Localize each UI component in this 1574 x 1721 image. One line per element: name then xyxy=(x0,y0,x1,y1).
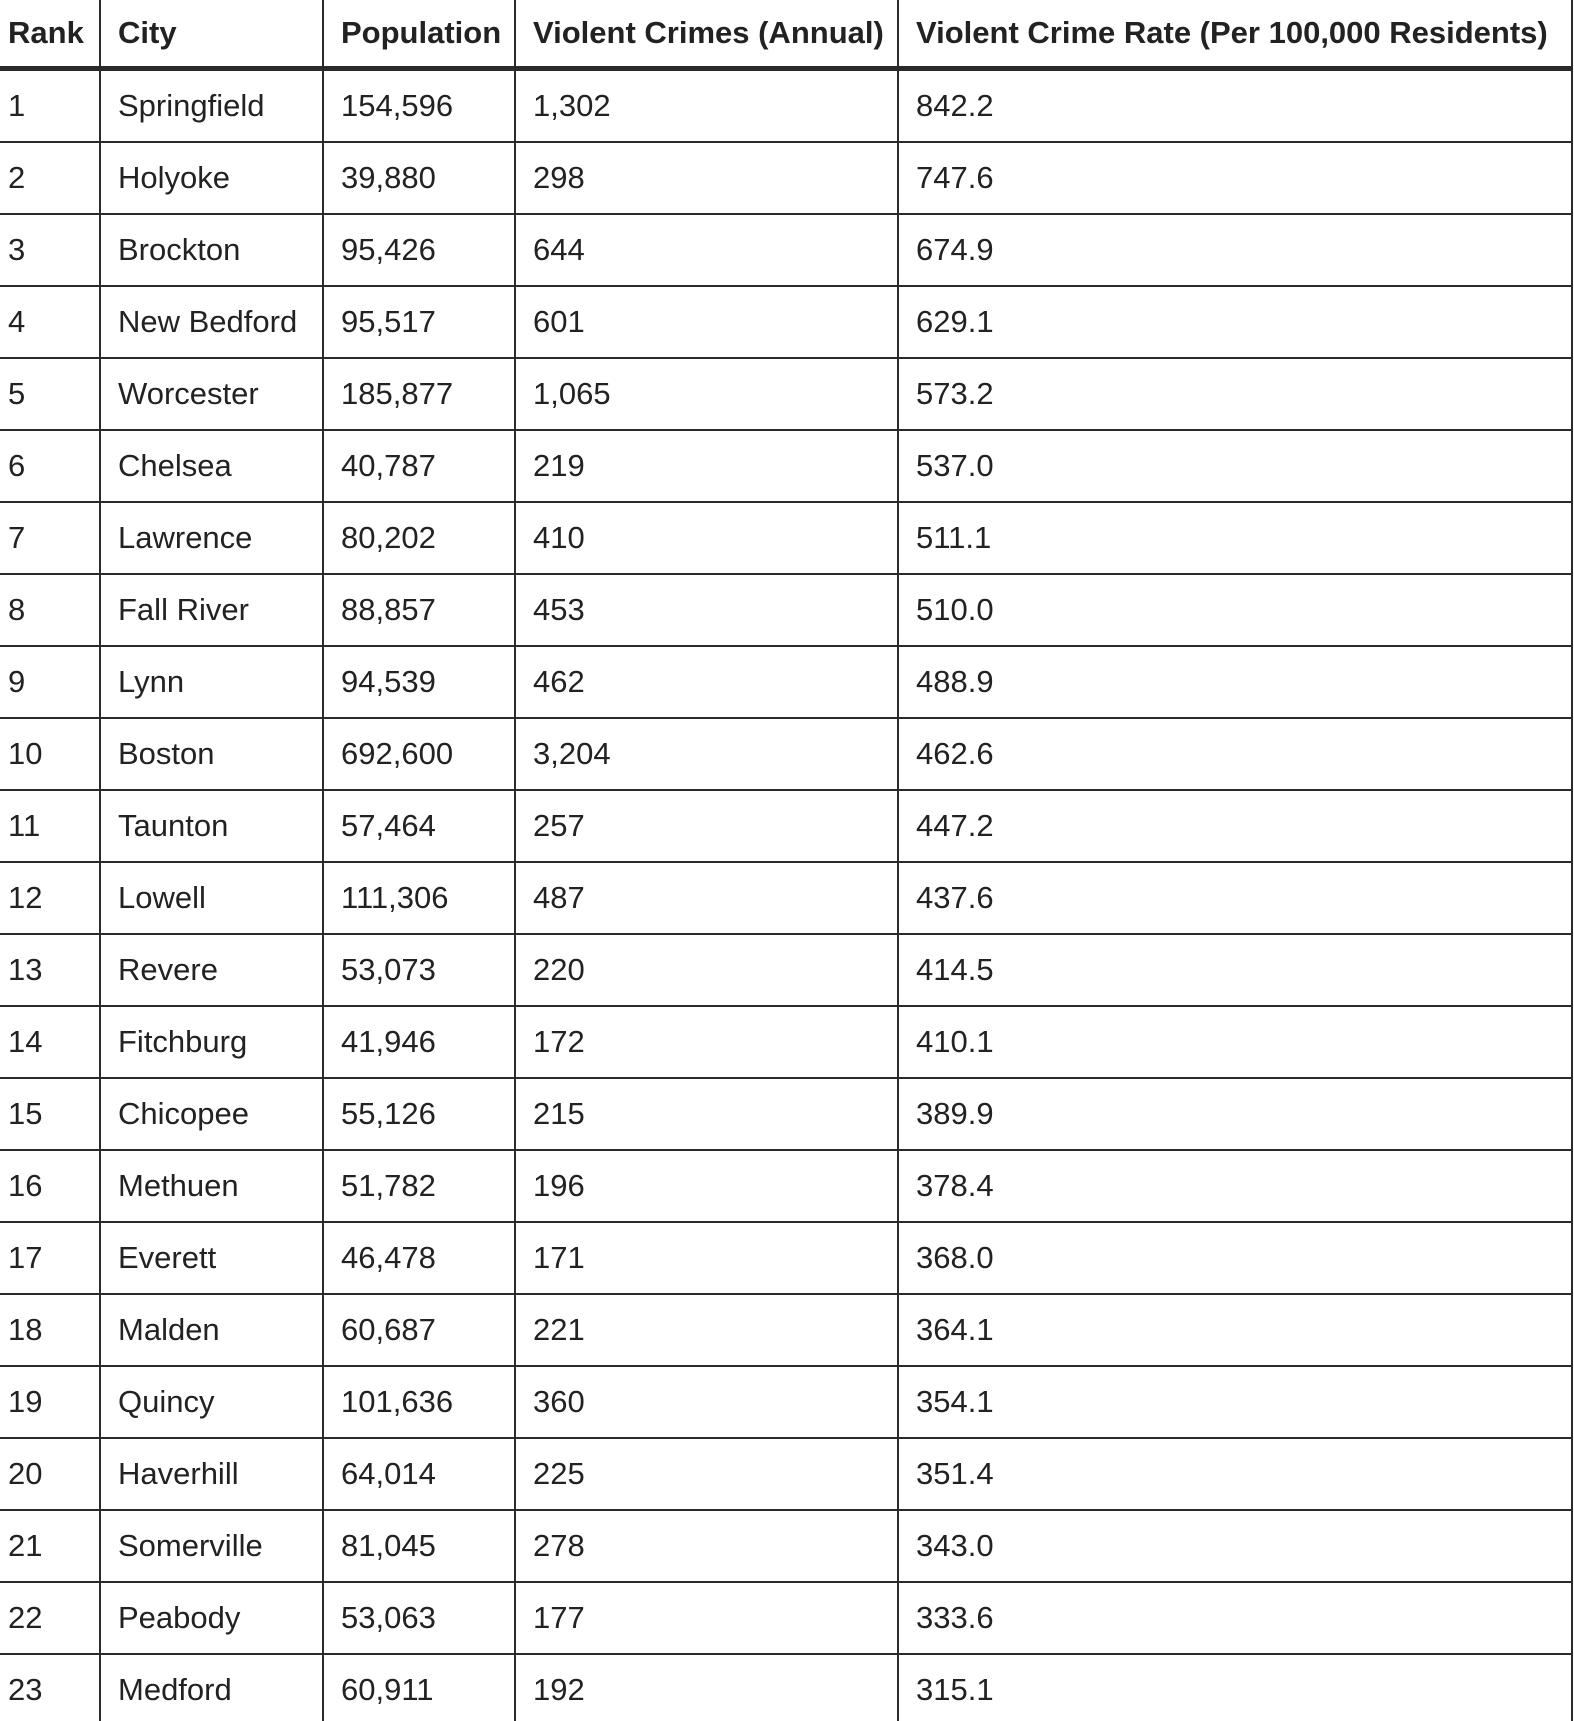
city-cell: Lowell xyxy=(100,862,323,934)
rank-cell: 13 xyxy=(0,934,100,1006)
table-row xyxy=(0,790,1572,862)
population-cell: 81,045 xyxy=(323,1510,515,1582)
table-row xyxy=(0,1366,1572,1438)
city-cell: Revere xyxy=(100,934,323,1006)
population-cell: 185,877 xyxy=(323,358,515,430)
population-cell: 39,880 xyxy=(323,142,515,214)
violent-crime-rate-cell: 333.6 xyxy=(898,1582,1572,1654)
table-row xyxy=(0,1222,1572,1294)
population-cell: 46,478 xyxy=(323,1222,515,1294)
rank-cell: 16 xyxy=(0,1150,100,1222)
city-cell: Somerville xyxy=(100,1510,323,1582)
violent-crime-rate-cell: 842.2 xyxy=(898,69,1572,143)
violent-crime-rate-cell: 462.6 xyxy=(898,718,1572,790)
table-row xyxy=(0,1654,1572,1721)
table-header xyxy=(0,0,1572,69)
violent-crime-rate-cell: 511.1 xyxy=(898,502,1572,574)
header-rank: Rank xyxy=(0,0,100,69)
rank-cell: 9 xyxy=(0,646,100,718)
rank-cell: 11 xyxy=(0,790,100,862)
city-cell: Lynn xyxy=(100,646,323,718)
violent-crimes-cell: 298 xyxy=(515,142,898,214)
violent-crimes-cell: 487 xyxy=(515,862,898,934)
table-row xyxy=(0,69,1572,143)
population-cell: 95,517 xyxy=(323,286,515,358)
population-cell: 55,126 xyxy=(323,1078,515,1150)
table-row xyxy=(0,1294,1572,1366)
violent-crime-rate-cell: 354.1 xyxy=(898,1366,1572,1438)
city-cell: Malden xyxy=(100,1294,323,1366)
rank-cell: 5 xyxy=(0,358,100,430)
violent-crime-rate-cell: 351.4 xyxy=(898,1438,1572,1510)
violent-crimes-cell: 172 xyxy=(515,1006,898,1078)
violent-crimes-cell: 196 xyxy=(515,1150,898,1222)
violent-crime-rate-cell: 437.6 xyxy=(898,862,1572,934)
violent-crime-rate-cell: 747.6 xyxy=(898,142,1572,214)
population-cell: 57,464 xyxy=(323,790,515,862)
violent-crimes-cell: 215 xyxy=(515,1078,898,1150)
rank-cell: 19 xyxy=(0,1366,100,1438)
violent-crime-rate-cell: 488.9 xyxy=(898,646,1572,718)
city-cell: Lawrence xyxy=(100,502,323,574)
table-row xyxy=(0,358,1572,430)
table-row xyxy=(0,286,1572,358)
rank-cell: 2 xyxy=(0,142,100,214)
population-cell: 40,787 xyxy=(323,430,515,502)
city-cell: Quincy xyxy=(100,1366,323,1438)
header-city: City xyxy=(100,0,323,69)
header-violent-crimes: Violent Crimes (Annual) xyxy=(515,0,898,69)
table-row xyxy=(0,1150,1572,1222)
violent-crime-rate-cell: 629.1 xyxy=(898,286,1572,358)
city-cell: Taunton xyxy=(100,790,323,862)
population-cell: 692,600 xyxy=(323,718,515,790)
city-cell: Worcester xyxy=(100,358,323,430)
rank-cell: 7 xyxy=(0,502,100,574)
table-row xyxy=(0,1438,1572,1510)
violent-crime-rate-cell: 389.9 xyxy=(898,1078,1572,1150)
rank-cell: 21 xyxy=(0,1510,100,1582)
rank-cell: 18 xyxy=(0,1294,100,1366)
city-cell: Medford xyxy=(100,1654,323,1721)
table-row xyxy=(0,934,1572,1006)
population-cell: 60,687 xyxy=(323,1294,515,1366)
rank-cell: 14 xyxy=(0,1006,100,1078)
rank-cell: 15 xyxy=(0,1078,100,1150)
population-cell: 94,539 xyxy=(323,646,515,718)
population-cell: 53,073 xyxy=(323,934,515,1006)
violent-crimes-cell: 360 xyxy=(515,1366,898,1438)
table-row xyxy=(0,574,1572,646)
violent-crime-rate-cell: 410.1 xyxy=(898,1006,1572,1078)
city-cell: Chelsea xyxy=(100,430,323,502)
population-cell: 41,946 xyxy=(323,1006,515,1078)
violent-crimes-cell: 177 xyxy=(515,1582,898,1654)
table-row xyxy=(0,1510,1572,1582)
population-cell: 80,202 xyxy=(323,502,515,574)
city-cell: Peabody xyxy=(100,1582,323,1654)
rank-cell: 23 xyxy=(0,1654,100,1721)
city-cell: Chicopee xyxy=(100,1078,323,1150)
violent-crimes-cell: 220 xyxy=(515,934,898,1006)
rank-cell: 8 xyxy=(0,574,100,646)
city-cell: Everett xyxy=(100,1222,323,1294)
violent-crime-rate-cell: 368.0 xyxy=(898,1222,1572,1294)
city-cell: Fitchburg xyxy=(100,1006,323,1078)
table-row xyxy=(0,646,1572,718)
population-cell: 88,857 xyxy=(323,574,515,646)
rank-cell: 12 xyxy=(0,862,100,934)
city-cell: Fall River xyxy=(100,574,323,646)
violent-crimes-cell: 462 xyxy=(515,646,898,718)
rank-cell: 10 xyxy=(0,718,100,790)
violent-crime-rate-cell: 378.4 xyxy=(898,1150,1572,1222)
rank-cell: 22 xyxy=(0,1582,100,1654)
city-cell: Holyoke xyxy=(100,142,323,214)
rank-cell: 4 xyxy=(0,286,100,358)
table-row xyxy=(0,1582,1572,1654)
violent-crime-rate-cell: 674.9 xyxy=(898,214,1572,286)
table-row xyxy=(0,862,1572,934)
violent-crimes-cell: 192 xyxy=(515,1654,898,1721)
header-violent-crime-rate: Violent Crime Rate (Per 100,000 Residents) xyxy=(898,0,1572,69)
table-row xyxy=(0,502,1572,574)
violent-crimes-cell: 221 xyxy=(515,1294,898,1366)
violent-crimes-cell: 225 xyxy=(515,1438,898,1510)
violent-crimes-cell: 644 xyxy=(515,214,898,286)
violent-crimes-cell: 1,065 xyxy=(515,358,898,430)
population-cell: 51,782 xyxy=(323,1150,515,1222)
rank-cell: 1 xyxy=(0,69,100,143)
violent-crimes-cell: 453 xyxy=(515,574,898,646)
table-row xyxy=(0,1006,1572,1078)
population-cell: 53,063 xyxy=(323,1582,515,1654)
violent-crime-rate-cell: 537.0 xyxy=(898,430,1572,502)
table-row xyxy=(0,1078,1572,1150)
table-row xyxy=(0,430,1572,502)
violent-crimes-cell: 171 xyxy=(515,1222,898,1294)
rank-cell: 20 xyxy=(0,1438,100,1510)
population-cell: 154,596 xyxy=(323,69,515,143)
population-cell: 60,911 xyxy=(323,1654,515,1721)
rank-cell: 6 xyxy=(0,430,100,502)
city-cell: Springfield xyxy=(100,69,323,143)
population-cell: 101,636 xyxy=(323,1366,515,1438)
violent-crime-rate-cell: 414.5 xyxy=(898,934,1572,1006)
population-cell: 64,014 xyxy=(323,1438,515,1510)
violent-crimes-cell: 3,204 xyxy=(515,718,898,790)
city-cell: New Bedford xyxy=(100,286,323,358)
violent-crimes-cell: 219 xyxy=(515,430,898,502)
rank-cell: 17 xyxy=(0,1222,100,1294)
violent-crimes-cell: 601 xyxy=(515,286,898,358)
table-row xyxy=(0,214,1572,286)
violent-crimes-cell: 278 xyxy=(515,1510,898,1582)
violent-crimes-cell: 257 xyxy=(515,790,898,862)
city-cell: Boston xyxy=(100,718,323,790)
population-cell: 95,426 xyxy=(323,214,515,286)
violent-crime-rate-cell: 510.0 xyxy=(898,574,1572,646)
violent-crimes-cell: 410 xyxy=(515,502,898,574)
violent-crime-rate-cell: 573.2 xyxy=(898,358,1572,430)
table-body xyxy=(0,69,1572,1721)
header-population: Population xyxy=(323,0,515,69)
violent-crime-rate-cell: 364.1 xyxy=(898,1294,1572,1366)
city-cell: Brockton xyxy=(100,214,323,286)
violent-crime-rate-cell: 343.0 xyxy=(898,1510,1572,1582)
violent-crime-rate-cell: 315.1 xyxy=(898,1654,1572,1721)
population-cell: 111,306 xyxy=(323,862,515,934)
header-row xyxy=(0,0,1572,69)
rank-cell: 3 xyxy=(0,214,100,286)
violent-crime-rate-cell: 447.2 xyxy=(898,790,1572,862)
city-cell: Haverhill xyxy=(100,1438,323,1510)
city-cell: Methuen xyxy=(100,1150,323,1222)
table-row xyxy=(0,142,1572,214)
violent-crimes-cell: 1,302 xyxy=(515,69,898,143)
table-row xyxy=(0,718,1572,790)
